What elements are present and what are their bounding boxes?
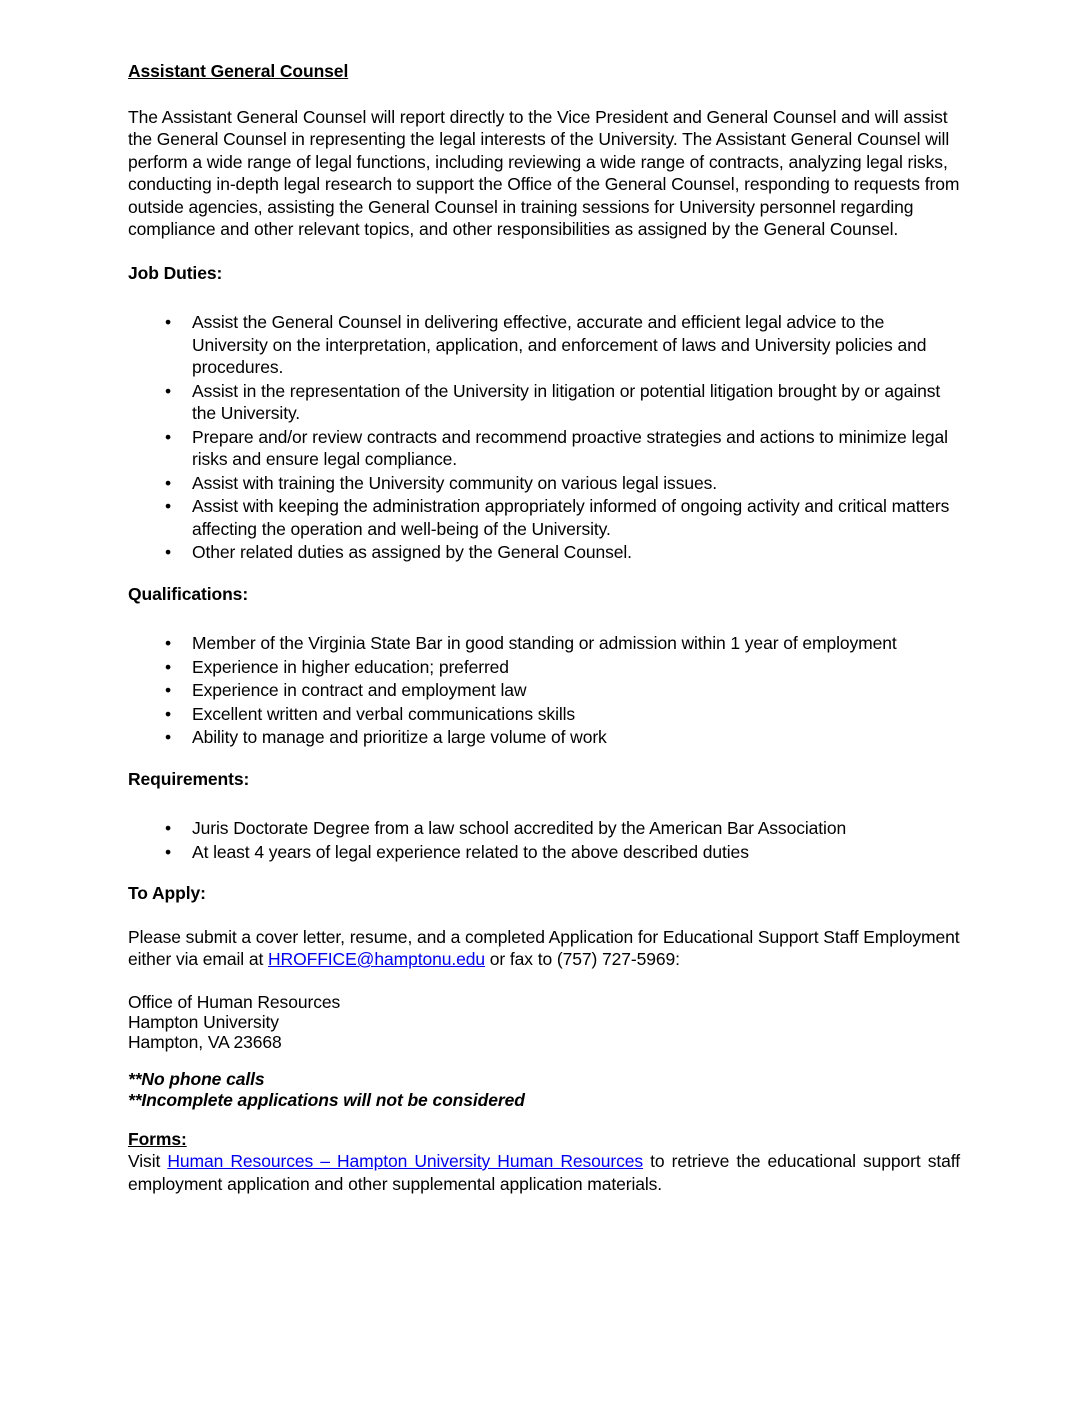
- list-item: • Assist the General Counsel in delivering effective, accurate and efficient legal advice to the University on the interpretation, application, and enforcement of laws and University policies and procedures.: [192, 311, 960, 379]
- list-item: • Experience in higher education; preferred: [192, 656, 960, 679]
- forms-paragraph: [128, 1150, 960, 1195]
- job-duties-heading: Job Duties:: [128, 262, 223, 283]
- apply-instructions-text: Please submit a cover letter, resume, and a completed Application for Educational Support Staff Employment either via email at: [128, 926, 960, 969]
- list-item: • Experience in contract and employment law: [192, 679, 960, 702]
- address-line: Hampton, VA 23668: [128, 1031, 282, 1052]
- list-item: • Excellent written and verbal communications skills: [192, 703, 960, 726]
- notes-block: [128, 1069, 960, 1112]
- note-incomplete-applications: **Incomplete applications will not be considered: [128, 1090, 525, 1110]
- qualifications-heading: Qualifications:: [128, 583, 249, 604]
- list-item: • Assist with training the University community on various legal issues.: [192, 472, 960, 495]
- apply-instructions-fax: or fax to (757) 727-5969:: [485, 949, 680, 969]
- list-item: • Other related duties as assigned by the General Counsel.: [192, 541, 960, 564]
- address-block: [128, 992, 960, 1052]
- list-item: • Juris Doctorate Degree from a law school accredited by the American Bar Association: [192, 817, 960, 840]
- address-line: Office of Human Resources: [128, 991, 341, 1012]
- job-duties-list: [128, 311, 960, 564]
- apply-instructions: [128, 926, 960, 971]
- forms-retrieve-text: to retrieve the educational support staff employment application and other supplemental application materials.: [128, 1151, 960, 1194]
- hr-email-link[interactable]: HROFFICE@hamptonu.edu: [268, 949, 486, 969]
- list-item: • Ability to manage and prioritize a large volume of work: [192, 726, 960, 749]
- list-item: • At least 4 years of legal experience related to the above described duties: [192, 841, 960, 864]
- address-line: Hampton University: [128, 1011, 279, 1032]
- to-apply-heading: To Apply:: [128, 883, 206, 903]
- list-item: • Assist with keeping the administration appropriately informed of ongoing activity and critical matters affecting the operation and well-being of the University.: [192, 495, 960, 540]
- requirements-heading: Requirements:: [128, 768, 250, 789]
- note-no-phone-calls: **No phone calls: [128, 1068, 265, 1089]
- hr-forms-link[interactable]: Human Resources – Hampton University Human Resources: [167, 1151, 644, 1171]
- forms-heading: Forms:: [128, 1128, 187, 1149]
- forms-visit-text: Visit: [128, 1151, 168, 1171]
- list-item: • Member of the Virginia State Bar in good standing or admission within 1 year of employment: [192, 632, 960, 655]
- list-item: • Prepare and/or review contracts and recommend proactive strategies and actions to minimize legal risks and ensure legal compliance.: [192, 426, 960, 471]
- list-item: • Assist in the representation of the University in litigation or potential litigation brought by or against the University.: [192, 380, 960, 425]
- qualifications-list: [128, 632, 960, 749]
- page-title: Assistant General Counsel: [128, 61, 349, 81]
- requirements-list: [128, 817, 960, 863]
- intro-paragraph: The Assistant General Counsel will report directly to the Vice President and General Counsel and will assist the General Counsel in representing the legal interests of the University. The Assistant General Counsel will perform a wide range of legal functions, including reviewing a wide range of contracts, analyzing legal risks, conducting in-depth legal research to support the Office of the General Counsel, responding to requests from outside agencies, assisting the General Counsel in training sessions for University personnel regarding compliance and other relevant topics, and other responsibilities as assigned by the General Counsel.: [128, 106, 960, 239]
